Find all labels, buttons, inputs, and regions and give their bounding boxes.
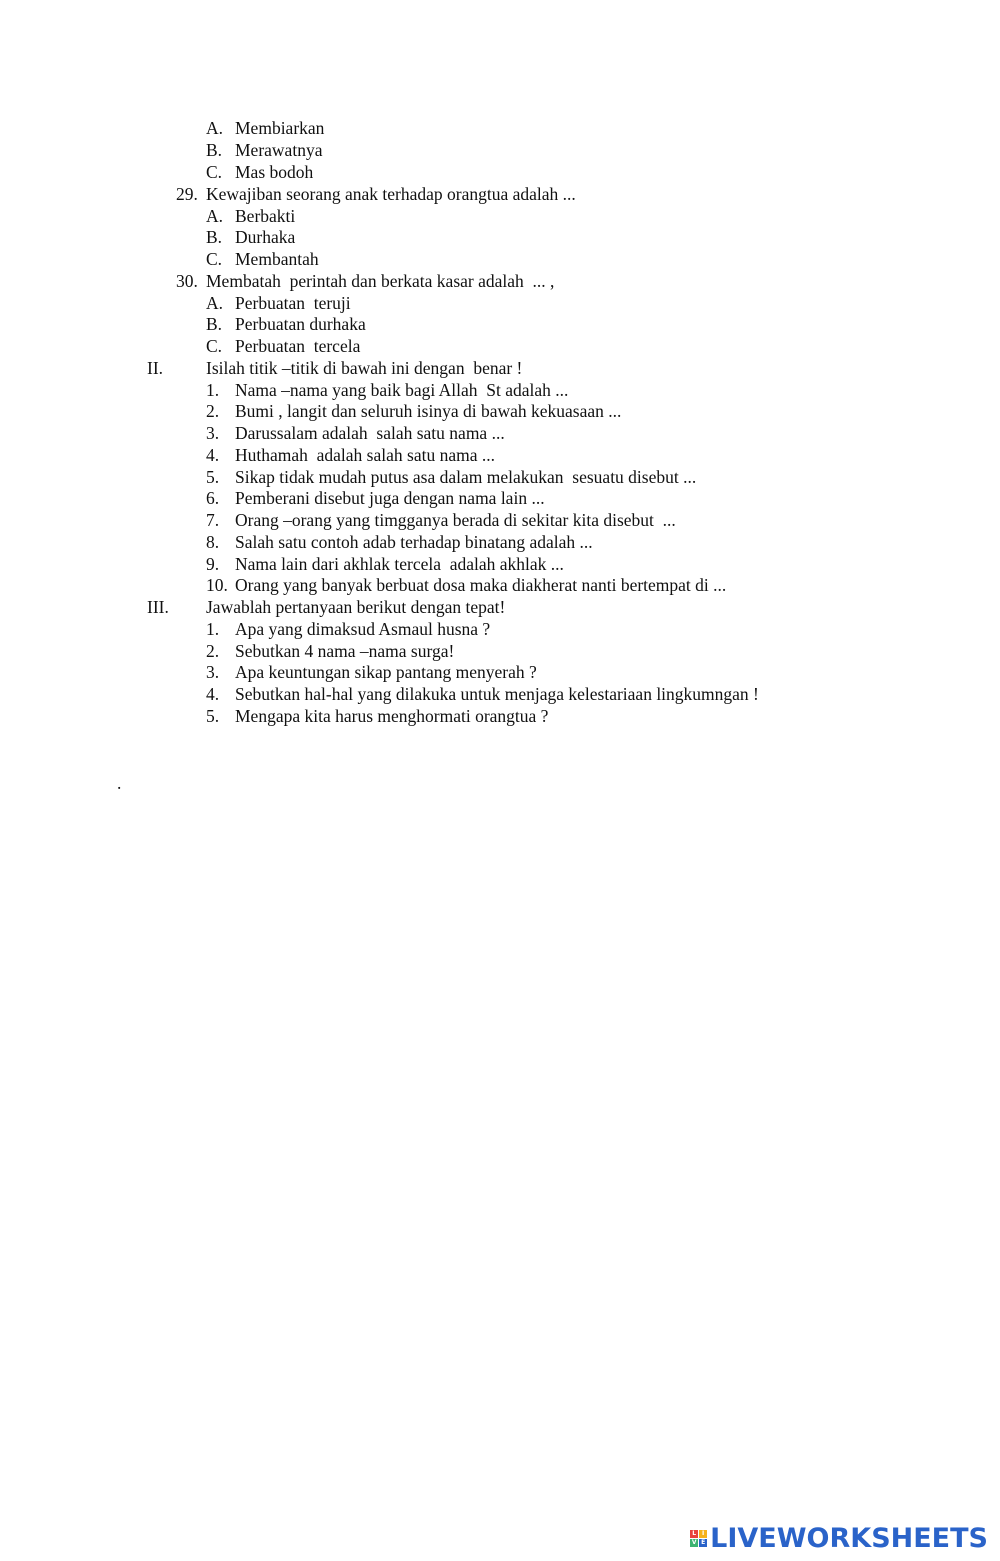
item-number: 7.	[206, 510, 220, 530]
list-item	[0, 379, 569, 401]
item-number: 10.	[206, 575, 228, 595]
option-label: C.	[206, 249, 223, 269]
option-text: Mas bodoh	[235, 162, 314, 182]
list-item	[0, 661, 537, 683]
option-text: Durhaka	[235, 227, 296, 247]
option-label: A.	[206, 118, 224, 138]
question-number: 30.	[176, 271, 198, 291]
section-heading	[0, 596, 506, 618]
list-item	[0, 705, 549, 727]
option-label: B.	[206, 314, 223, 334]
item-text: Darussalam adalah salah satu nama ...	[235, 423, 505, 443]
option-text: Berbakti	[235, 206, 296, 226]
item-text: Salah satu contoh adab terhadap binatang adalah ...	[235, 532, 593, 552]
item-text: Mengapa kita harus menghormati orangtua ?	[235, 706, 549, 726]
logo-wordmark: LIVEWORKSHEETS	[710, 1522, 988, 1554]
item-number: 6.	[206, 488, 220, 508]
item-number: 5.	[206, 467, 220, 487]
option-label: A.	[206, 206, 224, 226]
item-number: 1.	[206, 380, 220, 400]
item-number: 2.	[206, 641, 220, 661]
list-item	[0, 553, 564, 575]
option-text: Perbuatan tercela	[235, 336, 361, 356]
item-text: Orang –orang yang timgganya berada di sekitar kita disebut ...	[235, 510, 676, 530]
stray-period: .	[117, 773, 122, 793]
option-line	[0, 161, 314, 183]
option-text: Perbuatan durhaka	[235, 314, 366, 334]
option-label: C.	[206, 162, 223, 182]
logo-tile-i: I	[699, 1530, 707, 1538]
option-line	[0, 335, 361, 357]
option-line	[0, 248, 319, 270]
question-line	[0, 183, 576, 205]
option-label: B.	[206, 227, 223, 247]
list-item	[0, 618, 491, 640]
option-line	[0, 313, 366, 335]
option-label: C.	[206, 336, 223, 356]
item-number: 3.	[206, 662, 220, 682]
section-heading	[0, 357, 523, 379]
logo-tile-v: V	[691, 1538, 697, 1546]
item-number: 9.	[206, 554, 220, 574]
section-instruction: Jawablah pertanyaan berikut dengan tepat!	[206, 597, 506, 617]
liveworksheets-logo	[690, 1523, 988, 1553]
section-instruction: Isilah titik –titik di bawah ini dengan benar !	[206, 358, 523, 378]
item-text: Nama lain dari akhlak tercela adalah akhlak ...	[235, 554, 564, 574]
option-text: Perbuatan teruji	[235, 293, 351, 313]
option-line	[0, 205, 296, 227]
option-text: Membiarkan	[235, 118, 325, 138]
option-line	[0, 226, 296, 248]
list-item	[0, 466, 697, 488]
item-text: Sebutkan hal-hal yang dilakuka untuk menjaga kelestariaan lingkumngan !	[235, 684, 759, 704]
item-number: 8.	[206, 532, 220, 552]
list-item	[0, 400, 622, 422]
option-line	[0, 117, 325, 139]
question-line	[0, 270, 555, 292]
list-item	[0, 422, 505, 444]
option-line	[0, 139, 323, 161]
option-text: Merawatnya	[235, 140, 323, 160]
logo-tile-e: E	[701, 1538, 706, 1546]
item-text: Apa yang dimaksud Asmaul husna ?	[235, 619, 491, 639]
list-item	[0, 444, 495, 466]
logo-tile-l: L	[690, 1530, 698, 1538]
list-item	[0, 531, 593, 553]
question-text: Membatah perintah dan berkata kasar adalah ... ,	[206, 271, 555, 291]
item-text: Huthamah adalah salah satu nama ...	[235, 445, 495, 465]
list-item	[0, 640, 455, 662]
list-item	[0, 509, 676, 531]
item-number: 5.	[206, 706, 220, 726]
liveworksheets-icon	[690, 1530, 707, 1547]
question-text: Kewajiban seorang anak terhadap orangtua adalah ...	[206, 184, 576, 204]
item-number: 1.	[206, 619, 220, 639]
item-text: Sebutkan 4 nama –nama surga!	[235, 641, 455, 661]
list-item	[0, 574, 727, 596]
item-number: 2.	[206, 401, 220, 421]
item-number: 4.	[206, 445, 220, 465]
item-text: Bumi , langit dan seluruh isinya di bawah kekuasaan ...	[235, 401, 622, 421]
question-number: 29.	[176, 184, 198, 204]
item-text: Sikap tidak mudah putus asa dalam melakukan sesuatu disebut ...	[235, 467, 697, 487]
item-text: Nama –nama yang baik bagi Allah St adalah ...	[235, 380, 569, 400]
item-number: 4.	[206, 684, 220, 704]
section-number: II.	[147, 358, 164, 378]
item-number: 3.	[206, 423, 220, 443]
option-line	[0, 292, 351, 314]
list-item	[0, 487, 545, 509]
option-text: Membantah	[235, 249, 319, 269]
item-text: Apa keuntungan sikap pantang menyerah ?	[235, 662, 537, 682]
item-text: Orang yang banyak berbuat dosa maka diakherat nanti bertempat di ...	[235, 575, 727, 595]
option-label: B.	[206, 140, 223, 160]
option-label: A.	[206, 293, 224, 313]
section-number: III.	[147, 597, 169, 617]
item-text: Pemberani disebut juga dengan nama lain ...	[235, 488, 545, 508]
list-item	[0, 683, 759, 705]
